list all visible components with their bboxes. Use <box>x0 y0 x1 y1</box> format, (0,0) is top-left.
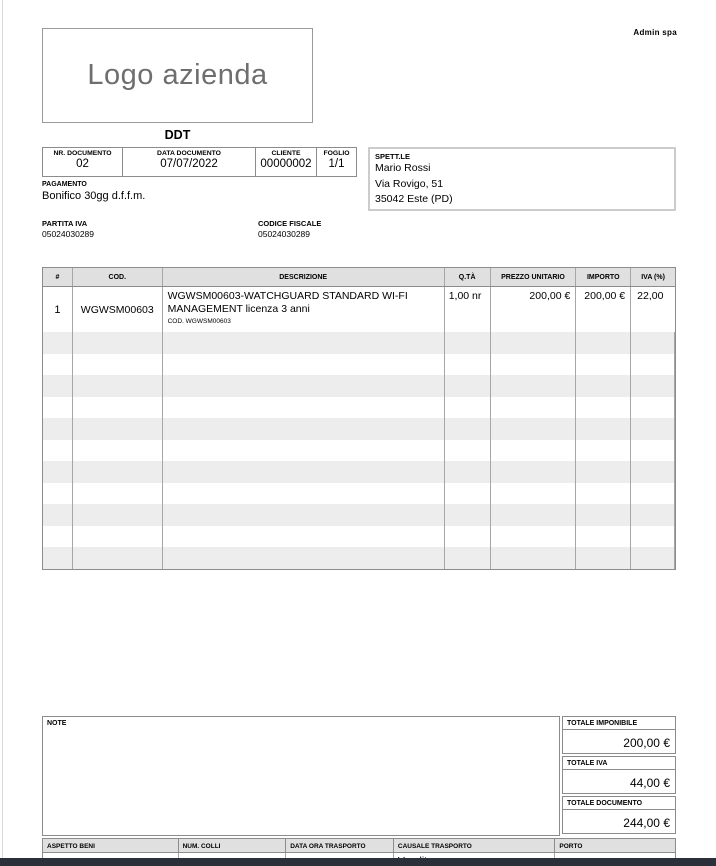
doc-date-value: 07/07/2022 <box>160 158 218 170</box>
total-taxable-group <box>562 716 676 754</box>
transport-header-goods-appearance: ASPETTO BENI <box>43 839 179 852</box>
empty-cell <box>631 504 675 526</box>
empty-cell <box>576 461 631 483</box>
empty-cell <box>163 526 445 548</box>
transport-header-port: PORTO <box>559 843 583 850</box>
empty-cell <box>631 547 675 569</box>
sheet-cell <box>317 148 356 176</box>
totals-section <box>562 716 676 836</box>
empty-cell <box>73 354 163 376</box>
page-left-edge <box>2 0 3 866</box>
header-vat: IVA (%) <box>641 273 665 281</box>
items-table-header <box>43 268 675 287</box>
empty-cell <box>445 483 491 505</box>
document-info-table <box>42 147 357 177</box>
total-document-value: 244,00 € <box>562 809 676 834</box>
recipient-street: Via Rovigo, 51 <box>375 177 444 190</box>
doc-number-value: 02 <box>76 158 89 170</box>
empty-cell <box>491 418 577 440</box>
doc-date-cell <box>123 148 256 176</box>
recipient-name: Mario Rossi <box>375 162 431 174</box>
total-taxable-value: 200,00 € <box>562 729 676 754</box>
empty-cell <box>43 332 73 354</box>
empty-cell <box>73 440 163 462</box>
item-description: WGWSM00603-WATCHGUARD STANDARD WI-FI MANAGEMENT licenza 3 anni <box>167 290 408 315</box>
item-vat: 22,00 <box>637 290 664 302</box>
item-description-code: COD. WGWSM00603 <box>167 318 231 325</box>
empty-cell <box>631 354 675 376</box>
empty-cell <box>631 461 675 483</box>
empty-cell <box>445 440 491 462</box>
empty-cell <box>163 397 445 419</box>
vat-number-value: 05024030289 <box>42 229 95 239</box>
empty-cell <box>491 526 577 548</box>
empty-cell <box>491 504 577 526</box>
table-row <box>43 287 675 332</box>
total-vat-value: 44,00 € <box>562 769 676 794</box>
empty-cell <box>631 418 675 440</box>
empty-cell <box>576 547 631 569</box>
empty-cell <box>576 375 631 397</box>
items-empty-row <box>43 483 675 505</box>
total-taxable-label: TOTALE IMPONIBILE <box>562 716 676 730</box>
empty-cell <box>631 440 675 462</box>
items-empty-row <box>43 375 675 397</box>
empty-cell <box>73 375 163 397</box>
doc-date-label: DATA DOCUMENTO <box>157 150 221 157</box>
viewer-bottom-bar <box>0 858 716 866</box>
empty-cell <box>491 547 577 569</box>
header-num: # <box>43 268 73 286</box>
recipient-box <box>368 147 676 211</box>
empty-cell <box>491 397 577 419</box>
empty-cell <box>576 526 631 548</box>
empty-cell <box>445 461 491 483</box>
empty-cell <box>631 332 675 354</box>
header-description: DESCRIZIONE <box>163 268 445 286</box>
transport-header-packages: NUM. COLLI <box>179 839 287 852</box>
logo-placeholder-text: Logo azienda <box>87 59 268 91</box>
fiscal-code-value: 05024030289 <box>258 229 311 239</box>
empty-cell <box>73 418 163 440</box>
sheet-value: 1/1 <box>328 158 345 170</box>
empty-cell <box>43 504 73 526</box>
empty-cell <box>631 526 675 548</box>
empty-cell <box>73 483 163 505</box>
header-amount: IMPORTO <box>576 268 631 286</box>
items-empty-row <box>43 440 675 462</box>
empty-cell <box>43 375 73 397</box>
empty-cell <box>73 547 163 569</box>
empty-cell <box>445 332 491 354</box>
empty-cell <box>43 354 73 376</box>
empty-cell <box>445 397 491 419</box>
client-label: CLIENTE <box>271 150 301 157</box>
empty-cell <box>576 332 631 354</box>
empty-cell <box>576 397 631 419</box>
total-document-label: TOTALE DOCUMENTO <box>562 796 676 810</box>
empty-cell <box>491 483 577 505</box>
empty-cell <box>576 418 631 440</box>
empty-cell <box>631 483 675 505</box>
payment-value: Bonifico 30gg d.f.f.m. <box>42 190 146 202</box>
empty-cell <box>491 461 577 483</box>
empty-cell <box>445 418 491 440</box>
recipient-city: 35042 Este (PD) <box>375 193 453 205</box>
empty-cell <box>445 375 491 397</box>
empty-cell <box>163 418 445 440</box>
empty-cell <box>163 461 445 483</box>
empty-cell <box>73 397 163 419</box>
empty-cell <box>491 375 577 397</box>
empty-cell <box>163 547 445 569</box>
items-empty-row <box>43 418 675 440</box>
empty-cell <box>445 526 491 548</box>
empty-cell <box>163 332 445 354</box>
items-empty-row <box>43 354 675 376</box>
transport-header-reason: CAUSALE TRASPORTO <box>394 839 555 852</box>
vat-number-label: PARTITA IVA <box>42 219 88 228</box>
empty-cell <box>163 354 445 376</box>
total-document-group <box>562 796 676 834</box>
company-logo <box>42 28 313 123</box>
payment-label: PAGAMENTO <box>42 181 87 188</box>
items-empty-row <box>43 461 675 483</box>
transport-header-row <box>42 838 676 853</box>
item-cod: WGWSM00603 <box>73 287 163 332</box>
empty-cell <box>491 440 577 462</box>
item-num: 1 <box>43 287 73 332</box>
fiscal-code-label: CODICE FISCALE <box>258 219 322 228</box>
items-empty-row <box>43 397 675 419</box>
empty-cell <box>576 440 631 462</box>
company-name: Admin spa <box>633 28 677 37</box>
empty-cell <box>163 440 445 462</box>
transport-header-datetime: DATA ORA TRASPORTO <box>286 839 394 852</box>
empty-cell <box>43 483 73 505</box>
empty-cell <box>445 504 491 526</box>
empty-cell <box>43 547 73 569</box>
empty-cell <box>73 332 163 354</box>
empty-cell <box>445 354 491 376</box>
empty-cell <box>576 483 631 505</box>
empty-cell <box>43 440 73 462</box>
empty-cell <box>43 397 73 419</box>
items-empty-row <box>43 332 675 354</box>
items-empty-row <box>43 526 675 548</box>
items-empty-row <box>43 504 675 526</box>
empty-cell <box>445 547 491 569</box>
empty-cell <box>163 483 445 505</box>
empty-cell <box>576 504 631 526</box>
notes-box <box>42 716 560 836</box>
empty-cell <box>631 375 675 397</box>
header-unit-price: PREZZO UNITARIO <box>491 268 577 286</box>
header-cod: COD. <box>73 268 163 286</box>
items-table <box>42 267 676 570</box>
items-empty-row <box>43 547 675 569</box>
item-qty: 1,00 nr <box>445 287 491 332</box>
notes-label: NOTE <box>47 720 67 727</box>
total-vat-group <box>562 756 676 794</box>
doc-number-label: NR. DOCUMENTO <box>53 150 112 157</box>
client-value: 00000002 <box>260 158 312 170</box>
empty-cell <box>576 354 631 376</box>
item-amount: 200,00 € <box>576 287 631 332</box>
empty-cell <box>491 354 577 376</box>
header-qty: Q.TÀ <box>445 268 491 286</box>
empty-cell <box>631 397 675 419</box>
empty-cell <box>491 332 577 354</box>
item-description-cell <box>163 287 445 332</box>
empty-cell <box>43 526 73 548</box>
empty-cell <box>163 504 445 526</box>
recipient-label: SPETT.LE <box>375 152 411 161</box>
sheet-label: FOGLIO <box>323 150 350 157</box>
empty-cell <box>43 461 73 483</box>
empty-cell <box>163 375 445 397</box>
item-unit-price: 200,00 € <box>491 287 577 332</box>
client-cell <box>256 148 317 176</box>
items-empty-rows <box>43 332 675 569</box>
document-type-title: DDT <box>164 128 191 142</box>
doc-number-cell <box>43 148 123 176</box>
total-vat-label: TOTALE IVA <box>562 756 676 770</box>
empty-cell <box>73 526 163 548</box>
empty-cell <box>43 418 73 440</box>
empty-cell <box>73 461 163 483</box>
empty-cell <box>73 504 163 526</box>
